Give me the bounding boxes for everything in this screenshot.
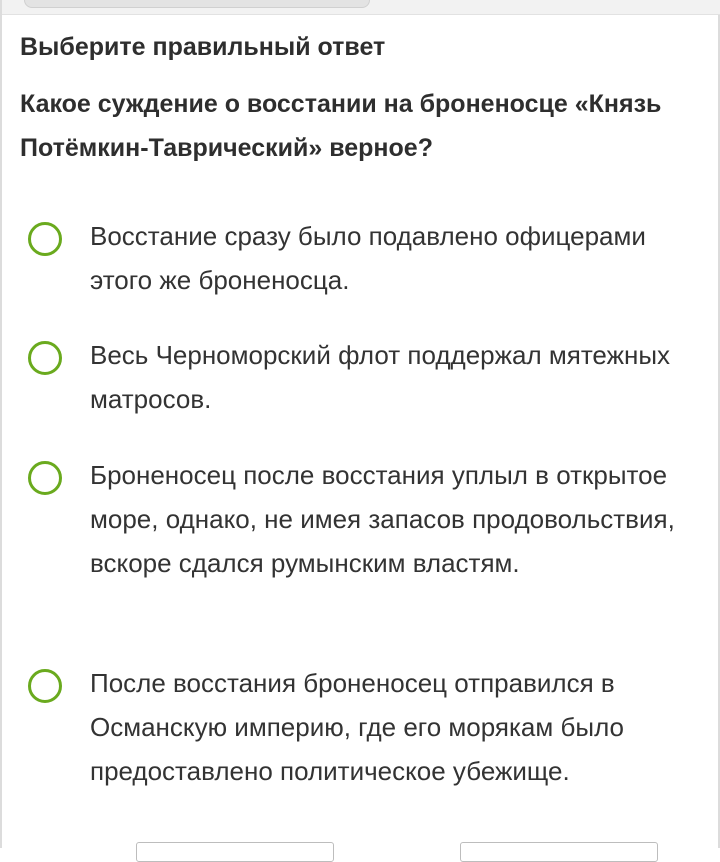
instruction-heading: Выберите правильный ответ — [20, 33, 386, 61]
radio-button-icon[interactable] — [28, 669, 62, 703]
next-button[interactable] — [460, 842, 658, 862]
answer-option-label: Восстание сразу было подавлено офицерами этого же броненосца. — [90, 221, 646, 295]
answer-option-label: Весь Черноморский флот поддержал мятежных матросов. — [90, 340, 671, 414]
radio-button-icon[interactable] — [28, 222, 62, 256]
answer-option-label: После восстания броненосец отправился в Османскую империю, где его морякам было предоставлено политическое убежище. — [90, 668, 624, 786]
top-pill-button[interactable] — [24, 0, 370, 8]
radio-button-icon[interactable] — [28, 341, 62, 375]
previous-button[interactable] — [136, 842, 334, 862]
question-text: Какое суждение о восстании на броненосце «Князь Потёмкин-Таврический» верное? — [20, 90, 662, 162]
top-bar — [2, 0, 720, 15]
radio-button-icon[interactable] — [28, 461, 62, 495]
answer-option-label: Броненосец после восстания уплыл в открытое море, однако, не имея запасов продовольствия, вскоре сдался румынским властям. — [90, 460, 675, 578]
